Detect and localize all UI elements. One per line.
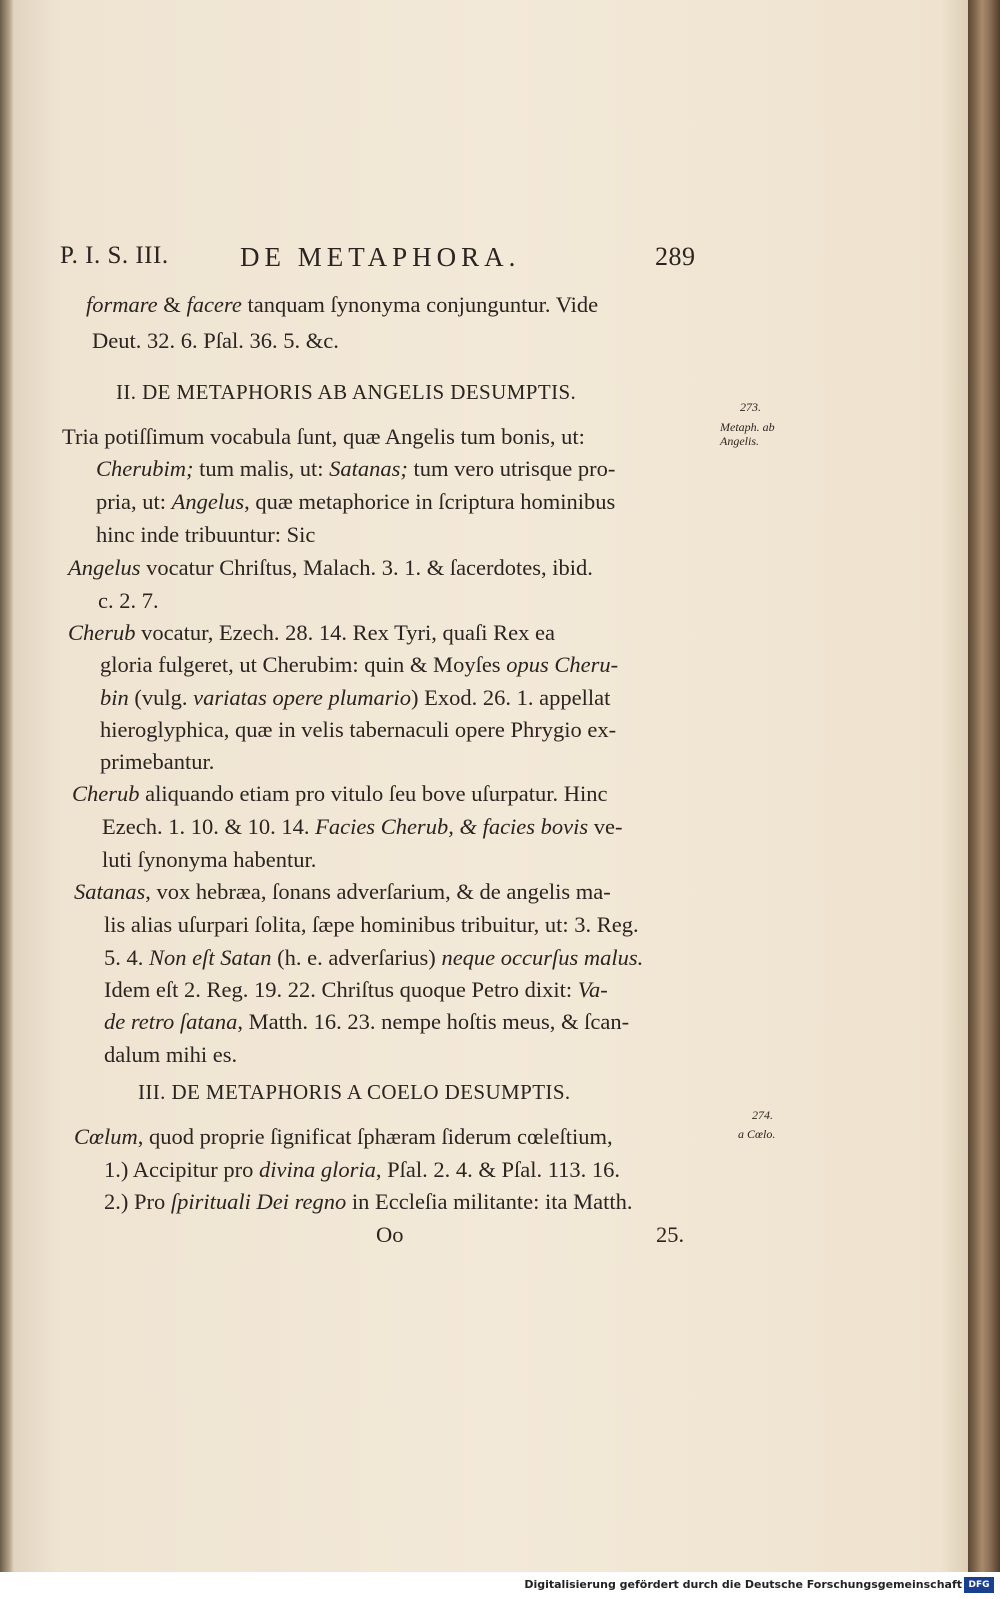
roman-run: & bbox=[157, 292, 187, 317]
italic-run: Cherubim; bbox=[96, 456, 194, 481]
italic-run: Facies Cherub, & facies bovis bbox=[315, 814, 589, 839]
roman-run: hinc inde tribuuntur: Sic bbox=[96, 522, 316, 547]
text-line bbox=[74, 1122, 613, 1152]
text-line bbox=[62, 422, 585, 452]
italic-run: Angelus bbox=[171, 489, 245, 514]
roman-run: , Pſal. 2. 4. & Pſal. 113. 16. bbox=[375, 1157, 621, 1182]
margin-note-number: 274. bbox=[752, 1108, 773, 1122]
italic-run: Va- bbox=[577, 977, 608, 1002]
italic-run: de retro ſatana bbox=[104, 1009, 238, 1034]
text-line bbox=[100, 747, 214, 777]
text-line bbox=[68, 618, 555, 648]
text-line bbox=[98, 586, 159, 616]
funding-credit: Digitalisierung gefördert durch die Deutsche Forschungsgemeinschaft bbox=[524, 1578, 962, 1591]
italic-run: Satanas; bbox=[329, 456, 408, 481]
roman-run: tum malis, ut: bbox=[193, 456, 330, 481]
roman-run: (h. e. adverſarius) bbox=[271, 945, 442, 970]
running-head-title: DE METAPHORA. bbox=[240, 242, 521, 272]
roman-run: in Eccleſia militante: ita Matth. bbox=[346, 1189, 633, 1214]
roman-run: , quæ metaphorice in ſcriptura hominibus bbox=[244, 489, 616, 514]
italic-run: Satanas bbox=[74, 879, 146, 904]
roman-run: 2.) Pro bbox=[104, 1189, 171, 1214]
roman-run: ve- bbox=[588, 814, 623, 839]
roman-run: vocatur Chriſtus, Malach. 3. 1. & ſacerdotes, ibid. bbox=[140, 555, 593, 580]
roman-run: , Matth. 16. 23. nempe hoſtis meus, & ſcan- bbox=[237, 1009, 630, 1034]
running-head-left: P. I. S. III. bbox=[60, 242, 169, 269]
dfg-logo-icon: DFG bbox=[964, 1577, 994, 1593]
roman-run: Idem eſt 2. Reg. 19. 22. Chriſtus quoque Petro dixit: bbox=[104, 977, 578, 1002]
italic-run: Angelus bbox=[68, 555, 141, 580]
text-line bbox=[100, 715, 616, 745]
text-line bbox=[74, 877, 611, 907]
roman-run: , quod proprie ſignificat ſphæram ſiderum cœleſtium, bbox=[137, 1124, 613, 1149]
roman-run: aliquando etiam pro vitulo ſeu bove uſurpatur. Hinc bbox=[139, 781, 608, 806]
roman-run: tanquam ſynonyma conjunguntur. Vide bbox=[241, 292, 599, 317]
roman-run: Ezech. 1. 10. & 10. 14. bbox=[102, 814, 316, 839]
roman-run: primebantur. bbox=[100, 749, 215, 774]
roman-run: Deut. 32. 6. Pſal. 36. 5. &c. bbox=[92, 328, 339, 353]
section-heading: II. DE METAPHORIS AB ANGELIS DESUMPTIS. bbox=[116, 380, 577, 404]
roman-run: lis alias uſurpari ſolita, ſæpe hominibus tribuitur, ut: 3. Reg. bbox=[104, 912, 639, 937]
italic-run: Non eſt Satan bbox=[149, 945, 272, 970]
roman-run: vocatur, Ezech. 28. 14. Rex Tyri, quaſi Rex ea bbox=[135, 620, 555, 645]
roman-run: pria, ut: bbox=[96, 489, 172, 514]
text-line bbox=[96, 487, 615, 517]
roman-run: 5. 4. bbox=[104, 945, 149, 970]
text-line bbox=[96, 520, 315, 550]
text-line bbox=[68, 553, 593, 583]
italic-run: opus Cheru- bbox=[506, 652, 619, 677]
roman-run: dalum mihi es. bbox=[104, 1042, 238, 1067]
text-line bbox=[104, 1187, 632, 1217]
text-line bbox=[86, 290, 598, 320]
footer-band bbox=[0, 1572, 1000, 1599]
text-line bbox=[102, 812, 623, 842]
roman-run: gloria fulgeret, ut Cherubim: quin & Moyſes bbox=[100, 652, 507, 677]
italic-run: Cœlum bbox=[74, 1124, 138, 1149]
italic-run: ſpirituali Dei regno bbox=[170, 1189, 347, 1214]
text-line bbox=[92, 326, 339, 356]
text-line bbox=[104, 975, 608, 1005]
margin-note-label: a Cœlo. bbox=[738, 1127, 776, 1141]
signature-mark: Oo bbox=[376, 1222, 404, 1247]
text-line bbox=[96, 454, 615, 484]
text-line bbox=[100, 683, 610, 713]
roman-run: , vox hebræa, ſonans adverſarium, & de angelis ma- bbox=[145, 879, 611, 904]
roman-run: 1.) Accipitur pro bbox=[104, 1157, 259, 1182]
book-fore-edge bbox=[968, 0, 1000, 1599]
italic-run: Cherub bbox=[68, 620, 136, 645]
text-line bbox=[104, 910, 639, 940]
section-heading: III. DE METAPHORIS A COELO DESUMPTIS. bbox=[138, 1080, 571, 1104]
text-line bbox=[100, 650, 618, 680]
roman-run: (vulg. bbox=[128, 685, 194, 710]
text-line bbox=[104, 1007, 629, 1037]
catchword: 25. bbox=[656, 1222, 685, 1247]
text-line bbox=[72, 779, 608, 809]
page-number: 289 bbox=[655, 242, 696, 271]
italic-run: neque occurſus malus. bbox=[441, 945, 644, 970]
text-line bbox=[102, 845, 316, 875]
italic-run: formare bbox=[86, 292, 158, 317]
italic-run: variatas opere plumario bbox=[193, 685, 412, 710]
text-line bbox=[104, 1155, 620, 1185]
roman-run: tum vero utrisque pro- bbox=[407, 456, 616, 481]
italic-run: divina gloria bbox=[258, 1157, 376, 1182]
roman-run: hieroglyphica, quæ in velis tabernaculi opere Phrygio ex- bbox=[100, 717, 617, 742]
margin-note-number: 273. bbox=[740, 400, 761, 414]
italic-run: Cherub bbox=[72, 781, 140, 806]
roman-run: luti ſynonyma habentur. bbox=[102, 847, 317, 872]
roman-run: c. 2. 7. bbox=[98, 588, 159, 613]
roman-run: Tria potiſſimum vocabula ſunt, quæ Angelis tum bonis, ut: bbox=[62, 424, 585, 449]
italic-run: facere bbox=[186, 292, 242, 317]
text-line bbox=[104, 1040, 237, 1070]
roman-run: ) Exod. 26. 1. appellat bbox=[411, 685, 611, 710]
italic-run: bin bbox=[100, 685, 129, 710]
margin-note-label: Metaph. ab Angelis. bbox=[720, 420, 775, 448]
text-line bbox=[104, 943, 643, 973]
